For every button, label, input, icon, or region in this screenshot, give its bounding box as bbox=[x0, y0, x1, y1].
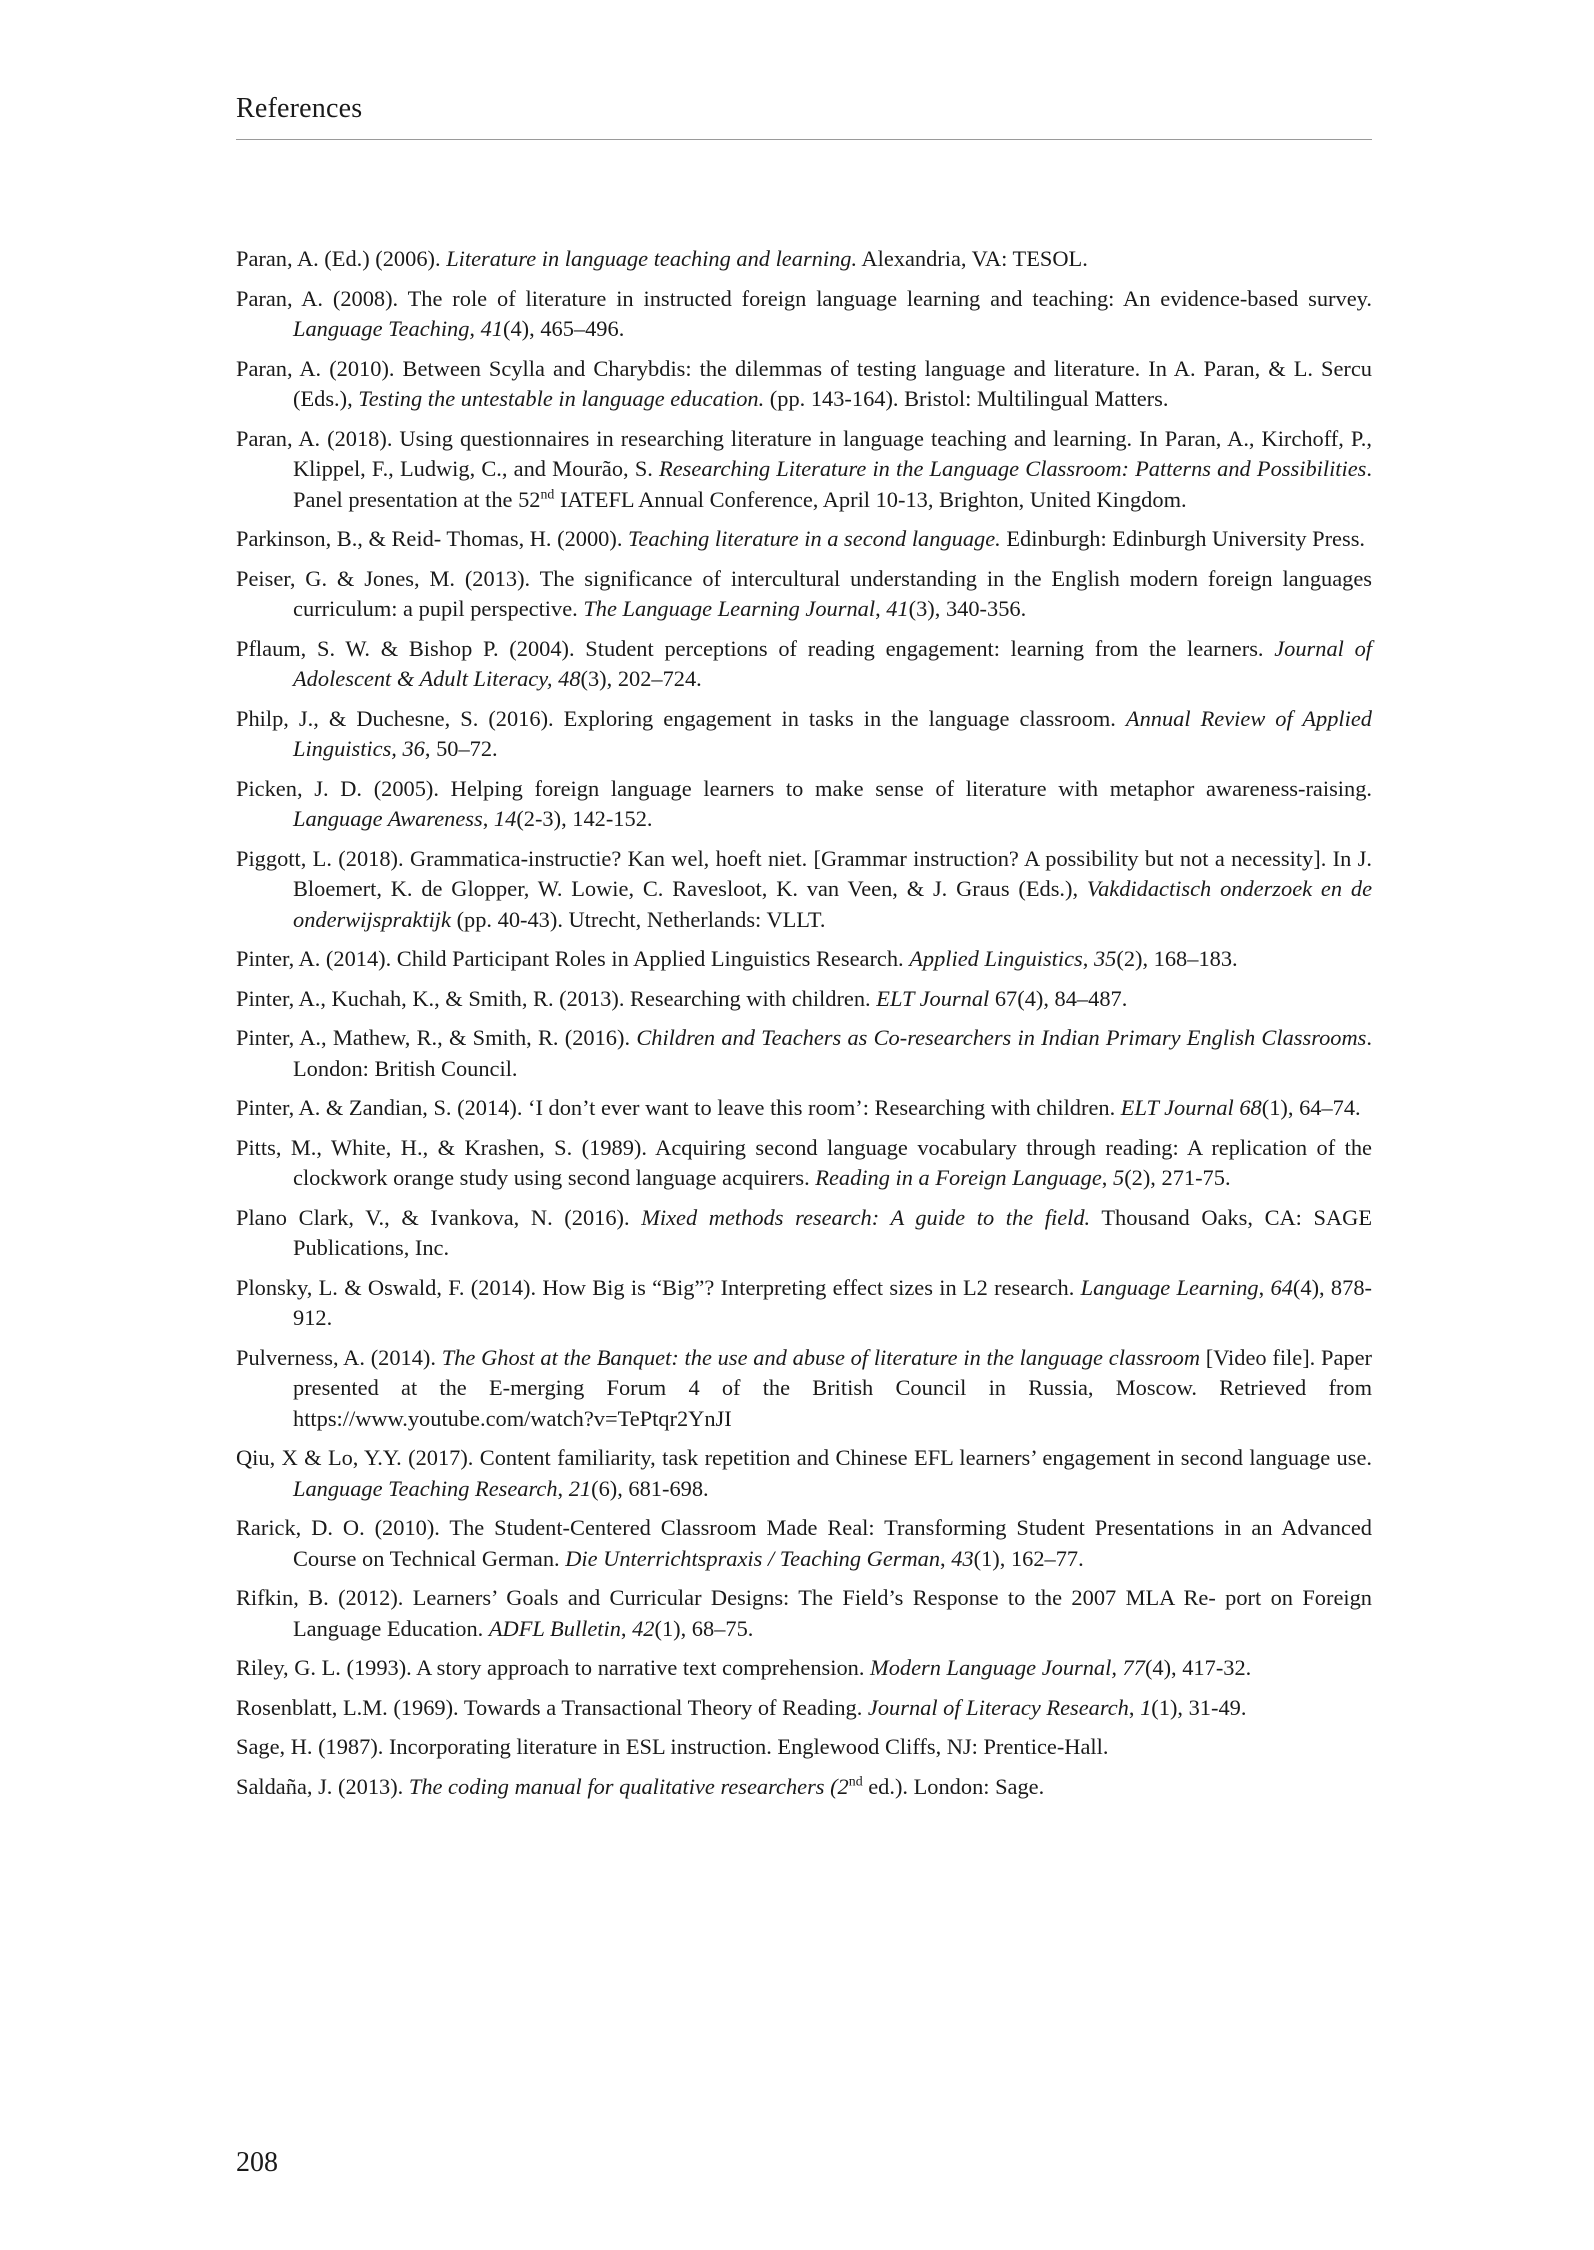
reference-italic-text: The Language Learning Journal bbox=[583, 596, 876, 621]
reference-text: , bbox=[482, 806, 494, 831]
reference-text: Thousand Oaks, CA: SAGE Publications, Inc. bbox=[293, 1204, 1372, 1260]
reference-text: Picken, J. D. (2005). Helping foreign language learners to make sense of literature with metaphor awareness-raising. bbox=[236, 775, 1372, 801]
reference-entry bbox=[236, 1443, 1372, 1504]
reference-italic-text: 21 bbox=[568, 1475, 592, 1501]
reference-italic-text: Vakdidactisch onderzoek en de onderwijspraktijk bbox=[293, 876, 1373, 932]
reference-entry bbox=[236, 284, 1372, 345]
reference-text: Pinter, A., Mathew, R., & Smith, R. (2016). bbox=[236, 1025, 637, 1050]
reference-text: Peiser, G. & Jones, M. (2013). The significance of intercultural understanding in the English modern foreign languages curriculum: a pupil perspective. bbox=[236, 565, 1372, 621]
reference-text: Edinburgh: Edinburgh University Press. bbox=[1000, 526, 1366, 551]
reference-italic-text: 5 bbox=[1113, 1165, 1125, 1190]
reference-text: Qiu, X & Lo, Y.Y. (2017). Content familiarity, task repetition and Chinese EFL learners’ engagement in second language use. bbox=[236, 1445, 1372, 1470]
reference-text: Saldaña, J. (2013). bbox=[236, 1773, 409, 1799]
running-header bbox=[236, 88, 1372, 140]
reference-text: , 50–72. bbox=[424, 736, 498, 761]
reference-italic-text: 64 bbox=[1270, 1274, 1293, 1300]
reference-text: , bbox=[1258, 1274, 1271, 1300]
reference-entry bbox=[236, 1513, 1372, 1574]
reference-text: [Video file]. Paper presented at the E-merging Forum 4 of the British Council in Russia, Moscow. Retrieved from https://www.youtube.com/watch?v=TePtqr2YnJI bbox=[293, 1344, 1373, 1431]
reference-text: . Panel presentation at the 52 bbox=[293, 456, 1373, 512]
reference-text: Pinter, A., Kuchah, K., & Smith, R. (2013). Researching with children. bbox=[236, 985, 877, 1011]
reference-italic-text: 42 bbox=[632, 1615, 655, 1641]
reference-italic-text: Journal of Literacy Research bbox=[867, 1694, 1129, 1720]
reference-superscript: nd bbox=[848, 1774, 863, 1790]
reference-entry bbox=[236, 984, 1372, 1015]
reference-text: Piggott, L. (2018). Grammatica-instructie? Kan wel, hoeft niet. [Grammar instruction? A possibility but not a necessity]. In J. Bloemert, K. de Glopper, W. Lowie, C. Ravesloot, K. van Veen, & J. Graus (Eds.), bbox=[236, 845, 1372, 901]
reference-text: Riley, G. L. (1993). A story approach to narrative text comprehension. bbox=[236, 1655, 871, 1680]
reference-text: Rifkin, B. (2012). Learners’ Goals and Curricular Designs: The Field’s Response to the 2007 MLA Re- port on Foreign Language Education. bbox=[236, 1585, 1372, 1641]
reference-entry bbox=[236, 1693, 1372, 1724]
reference-italic-text: 35 bbox=[1093, 946, 1117, 971]
reference-text: Paran, A. (Ed.) (2006). bbox=[236, 246, 447, 271]
reference-text: , bbox=[1101, 1165, 1113, 1190]
reference-entry bbox=[236, 704, 1372, 765]
reference-entry bbox=[236, 1583, 1372, 1644]
reference-text: (1), 64–74. bbox=[1261, 1095, 1361, 1120]
reference-entry bbox=[236, 564, 1372, 625]
reference-text: Paran, A. (2008). The role of literature in instructed foreign language learning and teaching: An evidence-based survey. bbox=[236, 285, 1372, 311]
reference-entry bbox=[236, 354, 1372, 415]
reference-entry bbox=[236, 774, 1372, 835]
reference-text: (3), 340-356. bbox=[908, 596, 1027, 621]
reference-italic-text: Children and Teachers as Co-researchers in Indian Primary English Classrooms bbox=[636, 1025, 1367, 1050]
reference-text: , bbox=[940, 1545, 952, 1571]
reference-text: (2-3), 142-152. bbox=[516, 806, 653, 831]
reference-entry bbox=[236, 1133, 1372, 1194]
reference-text: (pp. 40-43). Utrecht, Netherlands: VLLT. bbox=[450, 906, 826, 932]
reference-italic-text: Reading in a Foreign Language bbox=[815, 1165, 1102, 1190]
reference-text: Paran, A. (2010). Between Scylla and Charybdis: the dilemmas of testing language and literature. In A. Paran, & L. Sercu (Eds.), bbox=[236, 355, 1372, 411]
reference-text: Plonsky, L. & Oswald, F. (2014). How Big is “Big”? Interpreting effect sizes in L2 research. bbox=[236, 1274, 1081, 1300]
reference-text: Pinter, A. & Zandian, S. (2014). ‘I don’t ever want to leave this room’: Researching with children. bbox=[236, 1095, 1121, 1120]
reference-entry bbox=[236, 1203, 1372, 1264]
reference-text: Alexandria, VA: TESOL. bbox=[857, 246, 1088, 271]
reference-italic-text: Applied Linguistics bbox=[909, 946, 1083, 971]
reference-entry bbox=[236, 244, 1372, 275]
reference-entry bbox=[236, 1653, 1372, 1684]
reference-text: , bbox=[557, 1475, 569, 1501]
reference-text: (3), 202–724. bbox=[580, 666, 702, 691]
reference-text: (1), 68–75. bbox=[654, 1615, 754, 1641]
reference-italic-text: 43 bbox=[951, 1545, 974, 1571]
reference-text: , bbox=[1082, 946, 1094, 971]
reference-entry bbox=[236, 944, 1372, 975]
reference-entry bbox=[236, 1732, 1372, 1763]
reference-entry bbox=[236, 1023, 1372, 1084]
reference-entry bbox=[236, 424, 1372, 516]
reference-italic-text: Language Teaching, 41 bbox=[293, 316, 504, 341]
reference-text: (2), 168–183. bbox=[1116, 946, 1238, 971]
reference-entry bbox=[236, 844, 1372, 936]
reference-italic-text: The coding manual for qualitative researchers (2 bbox=[408, 1773, 849, 1799]
reference-text: (1), 162–77. bbox=[973, 1545, 1084, 1571]
reference-text: Pulverness, A. (2014). bbox=[236, 1344, 442, 1370]
reference-italic-text: 14 bbox=[493, 806, 517, 831]
reference-superscript: nd bbox=[540, 487, 555, 503]
reference-italic-text: The Ghost at the Banquet: the use and abuse of literature in the language classroom bbox=[441, 1344, 1200, 1370]
reference-entry bbox=[236, 524, 1372, 555]
reference-italic-text: Language Teaching Research bbox=[293, 1475, 558, 1501]
reference-text: ed.). London: Sage. bbox=[862, 1773, 1045, 1799]
reference-text: IATEFL Annual Conference, April 10-13, Brighton, United Kingdom. bbox=[554, 486, 1187, 512]
reference-text: , bbox=[620, 1615, 633, 1641]
reference-text: . London: British Council. bbox=[293, 1025, 1372, 1081]
reference-italic-text: Journal of Adolescent & Adult Literacy, 48 bbox=[293, 635, 1373, 691]
page-number: 208 bbox=[236, 2147, 278, 2178]
reference-text: , bbox=[1128, 1694, 1141, 1720]
reference-text: Pinter, A. (2014). Child Participant Roles in Applied Linguistics Research. bbox=[236, 946, 910, 971]
reference-list bbox=[236, 244, 1372, 1811]
reference-text: 67(4), 84–487. bbox=[989, 985, 1128, 1011]
reference-text: Plano Clark, V., & Ivankova, N. (2016). bbox=[236, 1204, 642, 1230]
reference-text: (1), 31-49. bbox=[1151, 1694, 1247, 1720]
reference-italic-text: Mixed methods research: A guide to the field. bbox=[641, 1204, 1091, 1230]
reference-text: Philp, J., & Duchesne, S. (2016). Exploring engagement in tasks in the language classroom. bbox=[236, 705, 1126, 731]
reference-text: Rarick, D. O. (2010). The Student-Centered Classroom Made Real: Transforming Student Presentations in an Advanced Course on Technical German. bbox=[236, 1515, 1372, 1571]
reference-text: (4), 465–496. bbox=[503, 316, 625, 341]
reference-italic-text: Language Learning bbox=[1080, 1274, 1259, 1300]
reference-text: Pflaum, S. W. & Bishop P. (2004). Student perceptions of reading engagement: learning from the learners. bbox=[236, 635, 1275, 661]
running-header-title: References bbox=[236, 93, 363, 124]
reference-italic-text: Annual Review of Applied Linguistics, 36 bbox=[293, 705, 1372, 761]
reference-entry bbox=[236, 1343, 1372, 1435]
reference-text: , bbox=[875, 596, 887, 621]
reference-text: Parkinson, B., & Reid- Thomas, H. (2000). bbox=[236, 526, 629, 551]
reference-text: (4), 417-32. bbox=[1144, 1655, 1252, 1680]
reference-entry bbox=[236, 1093, 1372, 1124]
reference-italic-text: 41 bbox=[886, 596, 909, 621]
reference-italic-text: Modern Language Journal, 77 bbox=[870, 1655, 1145, 1680]
reference-entry bbox=[236, 1772, 1372, 1803]
reference-text: (pp. 143-164). Bristol: Multilingual Matters. bbox=[764, 386, 1169, 411]
reference-text: (2), 271-75. bbox=[1124, 1165, 1231, 1190]
reference-italic-text: Language Awareness bbox=[293, 806, 483, 831]
reference-text: Rosenblatt, L.M. (1969). Towards a Transactional Theory of Reading. bbox=[236, 1694, 868, 1720]
reference-italic-text: ELT Journal 68 bbox=[1120, 1095, 1262, 1120]
reference-italic-text: ELT Journal bbox=[876, 985, 990, 1011]
reference-entry bbox=[236, 1273, 1372, 1334]
reference-italic-text: Testing the untestable in language education. bbox=[358, 386, 765, 411]
reference-italic-text: Teaching literature in a second language. bbox=[628, 526, 1001, 551]
reference-text: (4), 878-912. bbox=[293, 1274, 1372, 1330]
reference-text: Pitts, M., White, H., & Krashen, S. (1989). Acquiring second language vocabulary through reading: A replication of the clockwork orange study using second language acquirers. bbox=[236, 1134, 1372, 1190]
reference-italic-text: Researching Literature in the Language Classroom: Patterns and Possibilities bbox=[659, 456, 1367, 481]
reference-entry bbox=[236, 634, 1372, 695]
reference-italic-text: 1 bbox=[1140, 1694, 1152, 1720]
reference-italic-text: Die Unterrichtspraxis / Teaching German bbox=[565, 1545, 941, 1571]
reference-text: Paran, A. (2018). Using questionnaires in researching literature in language teaching and learning. In Paran, A., Kirchoff, P., Klippel, F., Ludwig, C., and Mourão, S. bbox=[236, 425, 1372, 481]
reference-italic-text: ADFL Bulletin bbox=[488, 1615, 621, 1641]
reference-text: Sage, H. (1987). Incorporating literature in ESL instruction. Englewood Cliffs, NJ: Prentice-Hall. bbox=[236, 1734, 1109, 1759]
reference-italic-text: Literature in language teaching and learning. bbox=[446, 246, 858, 271]
reference-text: (6), 681-698. bbox=[591, 1475, 709, 1501]
